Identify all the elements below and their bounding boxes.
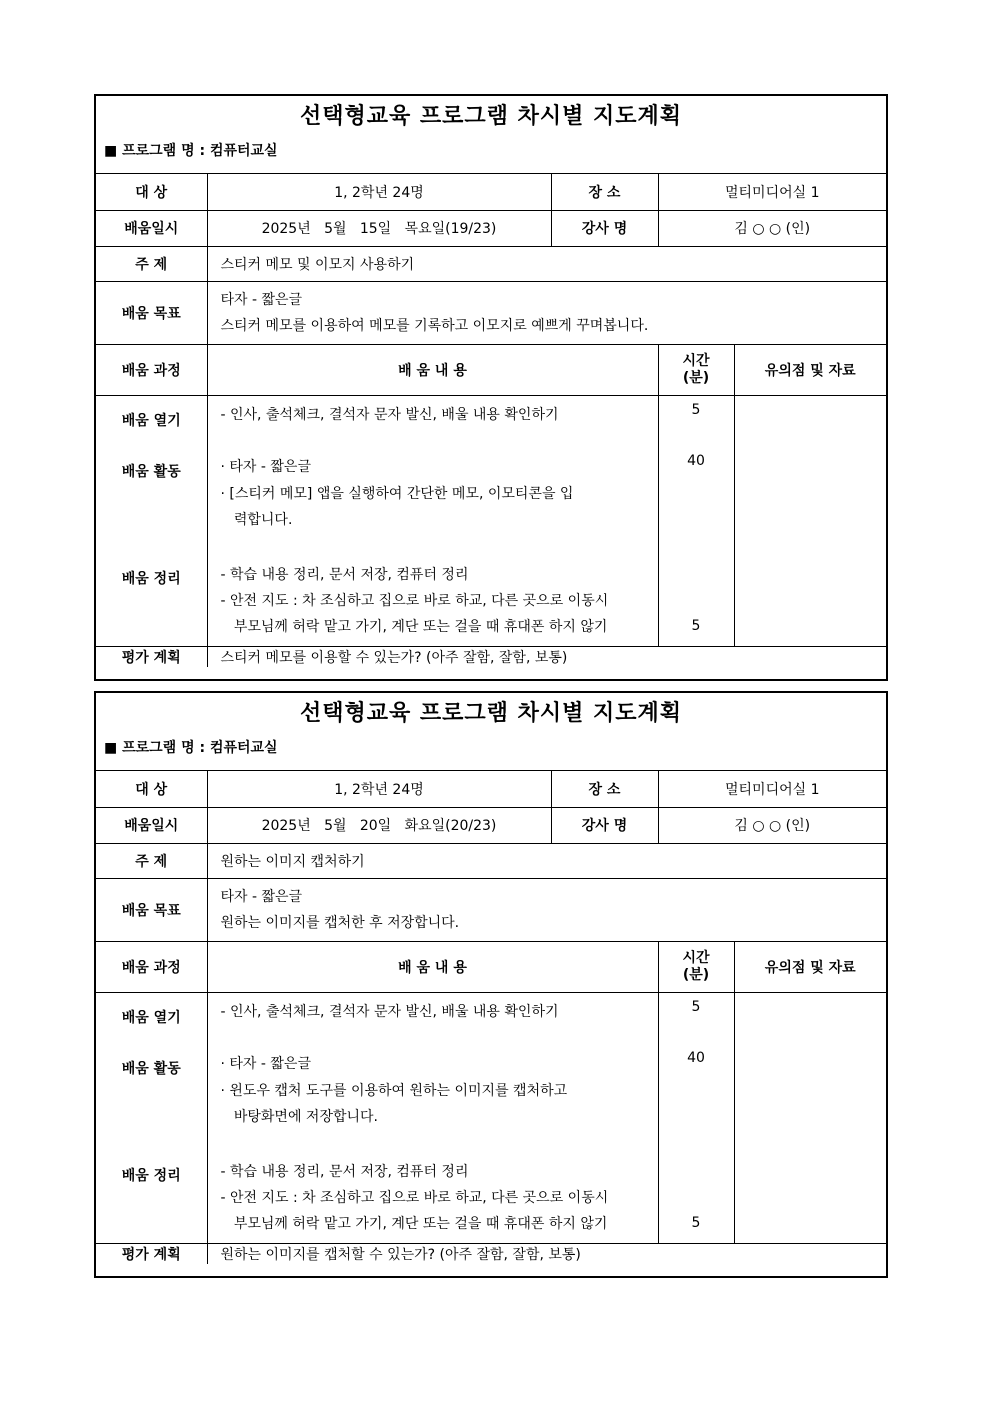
topic-value: 스티커 메모 및 이모지 사용하기 bbox=[207, 246, 886, 281]
eval-label: 평가 계획 bbox=[96, 646, 207, 667]
close-line: - 안전 지도 : 차 조심하고 집으로 바로 하교, 다른 곳으로 이동시 bbox=[220, 592, 609, 609]
time-close: 5 bbox=[691, 1214, 701, 1231]
process-header: 배움 과정 bbox=[96, 941, 207, 992]
process-times bbox=[658, 992, 734, 1243]
time-header bbox=[658, 941, 734, 992]
time-close: 5 bbox=[691, 617, 701, 634]
place-label: 장 소 bbox=[551, 771, 658, 807]
date-label: 배움일시 bbox=[96, 807, 207, 843]
place-value: 멀티미디어실 1 bbox=[658, 771, 886, 807]
goal-line: 원하는 이미지를 캡처한 후 저장합니다. bbox=[220, 914, 460, 931]
target-label: 대 상 bbox=[96, 771, 207, 807]
goal-label: 배움 목표 bbox=[96, 281, 207, 344]
time-header-line: 시간 bbox=[682, 352, 710, 369]
place-label: 장 소 bbox=[551, 174, 658, 210]
stage-close: 배움 정리 bbox=[121, 1167, 181, 1184]
time-open: 5 bbox=[691, 998, 701, 1015]
plan-table bbox=[96, 771, 886, 1264]
lesson-plan-1 bbox=[94, 94, 888, 681]
stage-close: 배움 정리 bbox=[121, 570, 181, 587]
notes-header: 유의점 및 자료 bbox=[734, 344, 886, 395]
activity-line: · 윈도우 캡처 도구를 이용하여 원하는 이미지를 캡처하고 bbox=[220, 1082, 568, 1099]
eval-value: 원하는 이미지를 캡처할 수 있는가? (아주 잘함, 잘함, 보통) bbox=[207, 1243, 886, 1264]
activity-line: · 타자 - 짧은글 bbox=[220, 458, 311, 475]
program-name: ■ 프로그램 명 : 컴퓨터교실 bbox=[96, 138, 886, 174]
time-header-unit: (분) bbox=[682, 369, 710, 386]
notes-cell bbox=[734, 992, 886, 1243]
time-activity: 40 bbox=[687, 452, 705, 469]
open-content: - 인사, 출석체크, 결석자 문자 발신, 배울 내용 확인하기 bbox=[220, 406, 559, 423]
plan-title: 선택형교육 프로그램 차시별 지도계획 bbox=[299, 104, 682, 129]
goal-line: 타자 - 짧은글 bbox=[220, 888, 303, 905]
eval-value: 스티커 메모를 이용할 수 있는가? (아주 잘함, 잘함, 보통) bbox=[207, 646, 886, 667]
process-stages bbox=[96, 992, 207, 1243]
eval-label: 평가 계획 bbox=[96, 1243, 207, 1264]
target-value: 1, 2학년 24명 bbox=[207, 771, 551, 807]
process-times bbox=[658, 395, 734, 646]
topic-value: 원하는 이미지 캡처하기 bbox=[207, 843, 886, 878]
close-line: - 학습 내용 정리, 문서 저장, 컴퓨터 정리 bbox=[220, 566, 469, 583]
goal-value bbox=[207, 878, 886, 941]
instructor-value: 김 ○ ○ (인) bbox=[658, 210, 886, 246]
topic-label: 주 제 bbox=[96, 246, 207, 281]
activity-line: 바탕화면에 저장합니다. bbox=[220, 1108, 378, 1125]
program-name: ■ 프로그램 명 : 컴퓨터교실 bbox=[96, 735, 886, 771]
topic-label: 주 제 bbox=[96, 843, 207, 878]
stage-open: 배움 열기 bbox=[121, 412, 181, 429]
lesson-plan-2 bbox=[94, 691, 888, 1278]
activity-line: · [스티커 메모] 앱을 실행하여 간단한 메모, 이모티콘을 입 bbox=[220, 485, 574, 502]
stage-activity: 배움 활동 bbox=[121, 1060, 181, 1077]
target-value: 1, 2학년 24명 bbox=[207, 174, 551, 210]
notes-cell bbox=[734, 395, 886, 646]
plan-table bbox=[96, 174, 886, 667]
activity-line: 력합니다. bbox=[220, 511, 293, 528]
date-value: 2025년 5월 15일 목요일(19/23) bbox=[207, 210, 551, 246]
goal-line: 타자 - 짧은글 bbox=[220, 291, 303, 308]
date-label: 배움일시 bbox=[96, 210, 207, 246]
time-header-line: 시간 bbox=[682, 949, 710, 966]
stage-open: 배움 열기 bbox=[121, 1009, 181, 1026]
process-content bbox=[207, 992, 658, 1243]
close-line: 부모님께 허락 맡고 가기, 계단 또는 걸을 때 휴대폰 하지 않기 bbox=[220, 1215, 608, 1232]
goal-line: 스티커 메모를 이용하여 메모를 기록하고 이모지로 예쁘게 꾸며봅니다. bbox=[220, 317, 649, 334]
time-open: 5 bbox=[691, 401, 701, 418]
process-stages bbox=[96, 395, 207, 646]
place-value: 멀티미디어실 1 bbox=[658, 174, 886, 210]
close-line: - 안전 지도 : 차 조심하고 집으로 바로 하교, 다른 곳으로 이동시 bbox=[220, 1189, 609, 1206]
notes-header: 유의점 및 자료 bbox=[734, 941, 886, 992]
process-header: 배움 과정 bbox=[96, 344, 207, 395]
close-line: 부모님께 허락 맡고 가기, 계단 또는 걸을 때 휴대폰 하지 않기 bbox=[220, 618, 608, 635]
instructor-label: 강사 명 bbox=[551, 210, 658, 246]
open-content: - 인사, 출석체크, 결석자 문자 발신, 배울 내용 확인하기 bbox=[220, 1003, 559, 1020]
stage-activity: 배움 활동 bbox=[121, 463, 181, 480]
plan-title: 선택형교육 프로그램 차시별 지도계획 bbox=[299, 701, 682, 726]
close-line: - 학습 내용 정리, 문서 저장, 컴퓨터 정리 bbox=[220, 1163, 469, 1180]
instructor-label: 강사 명 bbox=[551, 807, 658, 843]
time-header bbox=[658, 344, 734, 395]
goal-value bbox=[207, 281, 886, 344]
goal-label: 배움 목표 bbox=[96, 878, 207, 941]
process-content bbox=[207, 395, 658, 646]
time-activity: 40 bbox=[687, 1049, 705, 1066]
activity-line: · 타자 - 짧은글 bbox=[220, 1055, 311, 1072]
time-header-unit: (분) bbox=[682, 966, 710, 983]
date-value: 2025년 5월 20일 화요일(20/23) bbox=[207, 807, 551, 843]
content-header: 배 움 내 용 bbox=[207, 941, 658, 992]
instructor-value: 김 ○ ○ (인) bbox=[658, 807, 886, 843]
content-header: 배 움 내 용 bbox=[207, 344, 658, 395]
target-label: 대 상 bbox=[96, 174, 207, 210]
